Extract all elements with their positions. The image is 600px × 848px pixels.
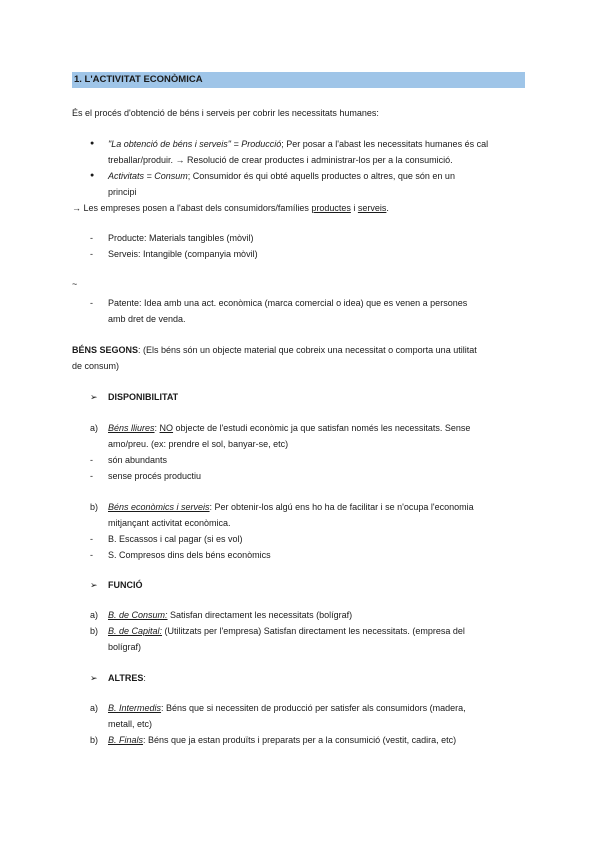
bens-intermedis-cont: metall, etc) xyxy=(108,719,153,729)
list-marker: a) xyxy=(90,610,99,620)
list-marker: a) xyxy=(90,703,99,713)
arrow-line: → Les empreses posen a l'abast dels consumidors/famílies productes i serveis. xyxy=(72,203,389,213)
arrowhead-icon: ➢ xyxy=(90,392,98,402)
bullet-production: "La obtenció de béns i serveis" = Producció; Per posar a l'abast les necessitats humanes és cal xyxy=(108,139,489,149)
list-item-patente: Patente: Idea amb una act. econòmica (marca comercial o idea) que es venen a persones xyxy=(108,298,468,308)
bullet-consum-cont: principi xyxy=(108,187,137,197)
list-marker: b) xyxy=(90,735,99,745)
subheading-funcio: FUNCIÓ xyxy=(108,580,143,590)
bens-finals: B. Finals: Béns que ja estan produïts i preparats per a la consumició (vestit, cadira, etc) xyxy=(108,735,457,745)
bullet-dot: ● xyxy=(90,172,95,179)
dash-marker: - xyxy=(90,455,93,465)
list-item: S. Compresos dins dels béns econòmics xyxy=(108,550,271,560)
arrowhead-icon: ➢ xyxy=(90,580,98,590)
arrowhead-icon: ➢ xyxy=(90,673,98,683)
bens-capital: B. de Capital: (Utilitzats per l'empresa) Satisfan directament les necessitats. (empresa del xyxy=(108,626,465,636)
bens-segons-cont: de consum) xyxy=(72,361,120,371)
dash-marker: - xyxy=(90,233,93,243)
dash-marker: - xyxy=(90,249,93,259)
subheading-altres: ALTRES: xyxy=(108,673,146,683)
tilde: ~ xyxy=(72,279,78,289)
list-marker: b) xyxy=(90,626,99,636)
bullet-consum: Activitats = Consum; Consumidor és qui obté aquells productes o altres, que són en un xyxy=(108,171,455,181)
dash-marker: - xyxy=(90,471,93,481)
subheading-disponibilitat: DISPONIBILITAT xyxy=(108,392,179,402)
bens-intermedis: B. Intermedis: Béns que si necessiten de producció per satisfer als consumidors (madera, xyxy=(108,703,466,713)
bens-segons: BÉNS SEGONS: (Els béns són un objecte material que cobreix una necessitat o comporta una utilitat xyxy=(72,345,477,355)
list-item: són abundants xyxy=(108,455,168,465)
bens-consum: B. de Consum: Satisfan directament les necessitats (bolígraf) xyxy=(108,610,353,620)
intro-text: És el procés d'obtenció de béns i serveis per cobrir les necessitats humanes: xyxy=(72,108,379,118)
bullet-production-cont: treballar/produir. → Resolució de crear productes i administrar-los per a la consumició. xyxy=(108,155,453,165)
bullet-dot: ● xyxy=(90,140,95,147)
list-item-patente-cont: amb dret de venda. xyxy=(108,314,186,324)
list-marker: b) xyxy=(90,502,99,512)
bens-capital-cont: bolígraf) xyxy=(108,642,142,652)
dash-marker: - xyxy=(90,550,93,560)
section-title: 1. L'ACTIVITAT ECONÒMICA xyxy=(72,72,525,88)
bens-economics-cont: mitjançant activitat econòmica. xyxy=(108,518,231,528)
bens-lliures-cont: amo/preu. (ex: prendre el sol, banyar-se, etc) xyxy=(108,439,289,449)
dash-marker: - xyxy=(90,298,93,308)
list-item-serveis: Serveis: Intangible (companyia mòvil) xyxy=(108,249,258,259)
bens-lliures: Béns lliures: NO objecte de l'estudi econòmic ja que satisfan només les necessitats. Sense xyxy=(108,423,471,433)
dash-marker: - xyxy=(90,534,93,544)
list-item-producte: Producte: Materials tangibles (mòvil) xyxy=(108,233,254,243)
list-item: B. Escassos i cal pagar (si es vol) xyxy=(108,534,243,544)
bens-economics: Béns econòmics i serveis: Per obtenir-los algú ens ho ha de facilitar i se n'ocupa l'economia xyxy=(108,502,474,512)
list-marker: a) xyxy=(90,423,99,433)
list-item: sense procés productiu xyxy=(108,471,202,481)
